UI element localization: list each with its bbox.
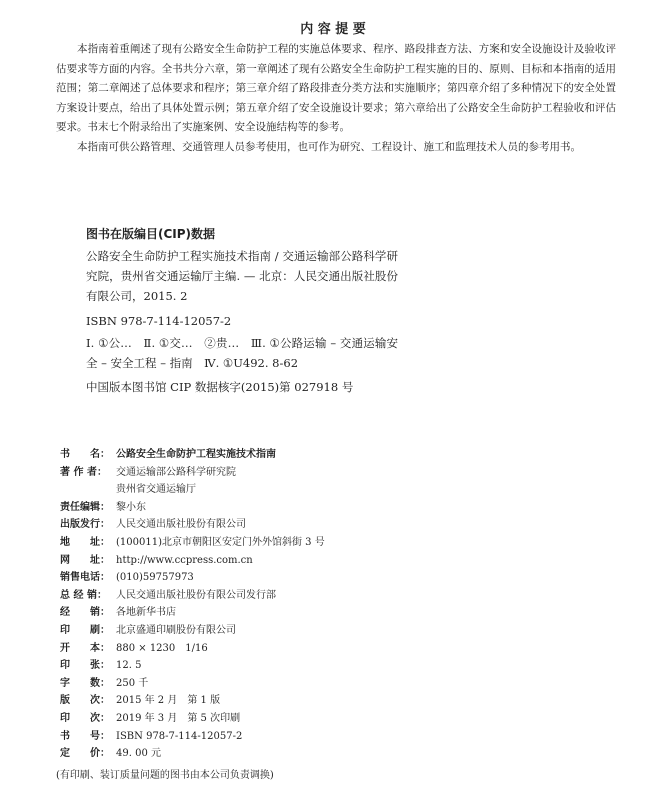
info-row-printer (60, 622, 580, 640)
info-row-authors-cont (60, 481, 580, 499)
info-label: 印 次： (60, 712, 110, 724)
publication-info (60, 446, 580, 763)
cip-heading: 图书在版编目(CIP)数据 (86, 227, 216, 241)
info-row-distributor (60, 587, 580, 605)
info-label: 经 销： (60, 607, 110, 619)
info-row-impression (60, 710, 580, 728)
printed-sheets: 12. 5 (116, 660, 142, 672)
info-label: 书 号： (60, 730, 110, 742)
distributor: 人民交通出版社股份有限公司发行部 (116, 589, 276, 601)
info-label: 印 张： (60, 660, 110, 672)
author: 贵州省交通运输厅 (116, 484, 196, 496)
cip-description: 公路安全生命防护工程实施技术指南 / 交通运输部公路科学研究院，贵州省交通运输厅主编. — 北京：人民交通出版社股份有限公司，2015. 2 (86, 249, 398, 303)
info-row-publisher (60, 516, 580, 534)
quality-note: (有印刷、装订质量问题的图书由本公司负责调换) (56, 770, 274, 781)
summary-paragraph: 本指南可供公路管理、交通管理人员参考使用，也可作为研究、工程设计、施工和监理技术人员的参考用书。 (77, 140, 581, 153)
publisher: 人民交通出版社股份有限公司 (116, 519, 246, 531)
impression: 2019 年 3 月 第 5 次印刷 (116, 712, 241, 724)
info-label: 版 次： (60, 695, 110, 707)
info-label: 出版发行： (60, 519, 110, 531)
info-label: 字 数： (60, 677, 110, 689)
book-title: 公路安全生命防护工程实施技术指南 (116, 449, 276, 460)
format: 880 × 1230 1/16 (116, 642, 208, 654)
info-label: 地 址： (60, 536, 110, 548)
info-row-authors (60, 464, 580, 482)
info-row-seller (60, 604, 580, 622)
author: 交通运输部公路科学研究院 (116, 466, 236, 478)
info-row-address (60, 534, 580, 552)
editor: 黎小东 (116, 501, 146, 513)
cip-check-number: 中国版本图书馆 CIP 数据核字(2015)第 027918 号 (86, 380, 354, 394)
info-row-format (60, 640, 580, 658)
info-row-website (60, 552, 580, 570)
info-label: 总 经 销： (60, 589, 107, 601)
info-label: 著 作 者： (60, 466, 107, 478)
info-row-price (60, 745, 580, 763)
info-label: 责任编辑： (60, 501, 110, 513)
seller: 各地新华书店 (116, 607, 176, 619)
sales-phone: (010)59757973 (116, 572, 194, 584)
info-row-isbn (60, 728, 580, 746)
edition: 2015 年 2 月 第 1 版 (116, 695, 221, 707)
cip-classification: Ⅰ. ①公… Ⅱ. ①交… ②贵… Ⅲ. ①公路运输 – 交通运输安全 – 安全工程 – 指南 Ⅳ. ①U492. 8-62 (86, 336, 398, 370)
info-label: 开 本： (60, 642, 110, 654)
info-label: 印 刷： (60, 624, 110, 636)
printer: 北京盛通印刷股份有限公司 (116, 624, 236, 636)
info-row-editor (60, 499, 580, 517)
info-row-sheets (60, 657, 580, 675)
info-row-words (60, 675, 580, 693)
summary-paragraph: 本指南着重阐述了现有公路安全生命防护工程的实施总体要求、程序、路段排查方法、方案和安全设施设计及验收评估要求等方面的内容。全书共分六章，第一章阐述了现有公路安全生命防护工程实施的目的、原则、目标和本指南的适用范围；第二章阐述了总体要求和程序；第三章介绍了路段排查分类方法和实施顺序；第四章介绍了多种情况下的安全处置方案设计要点，给出了具体处置示例；第五章介绍了安全设施设计要求；第六章给出了公路安全生命防护工程验收和评估要求。书末七个附录给出了实施案例、安全设施结构等的参考。 (56, 43, 616, 133)
word-count: 250 千 (116, 677, 149, 689)
info-label: 定 价： (60, 748, 110, 760)
info-row-edition (60, 692, 580, 710)
summary-title: 内 容 提 要 (300, 22, 366, 37)
info-row-phone (60, 569, 580, 587)
website: http://www.ccpress.com.cn (116, 554, 253, 566)
price: 49. 00 元 (116, 748, 161, 760)
info-row-title (60, 446, 580, 464)
cip-isbn: ISBN 978-7-114-12057-2 (86, 314, 232, 328)
info-label: 书 名： (60, 449, 110, 460)
info-label: 网 址： (60, 554, 110, 566)
isbn: ISBN 978-7-114-12057-2 (116, 730, 243, 742)
address: (100011)北京市朝阳区安定门外外馆斜街 3 号 (116, 536, 325, 548)
summary-body (56, 40, 616, 157)
info-label: 销售电话： (60, 572, 110, 584)
